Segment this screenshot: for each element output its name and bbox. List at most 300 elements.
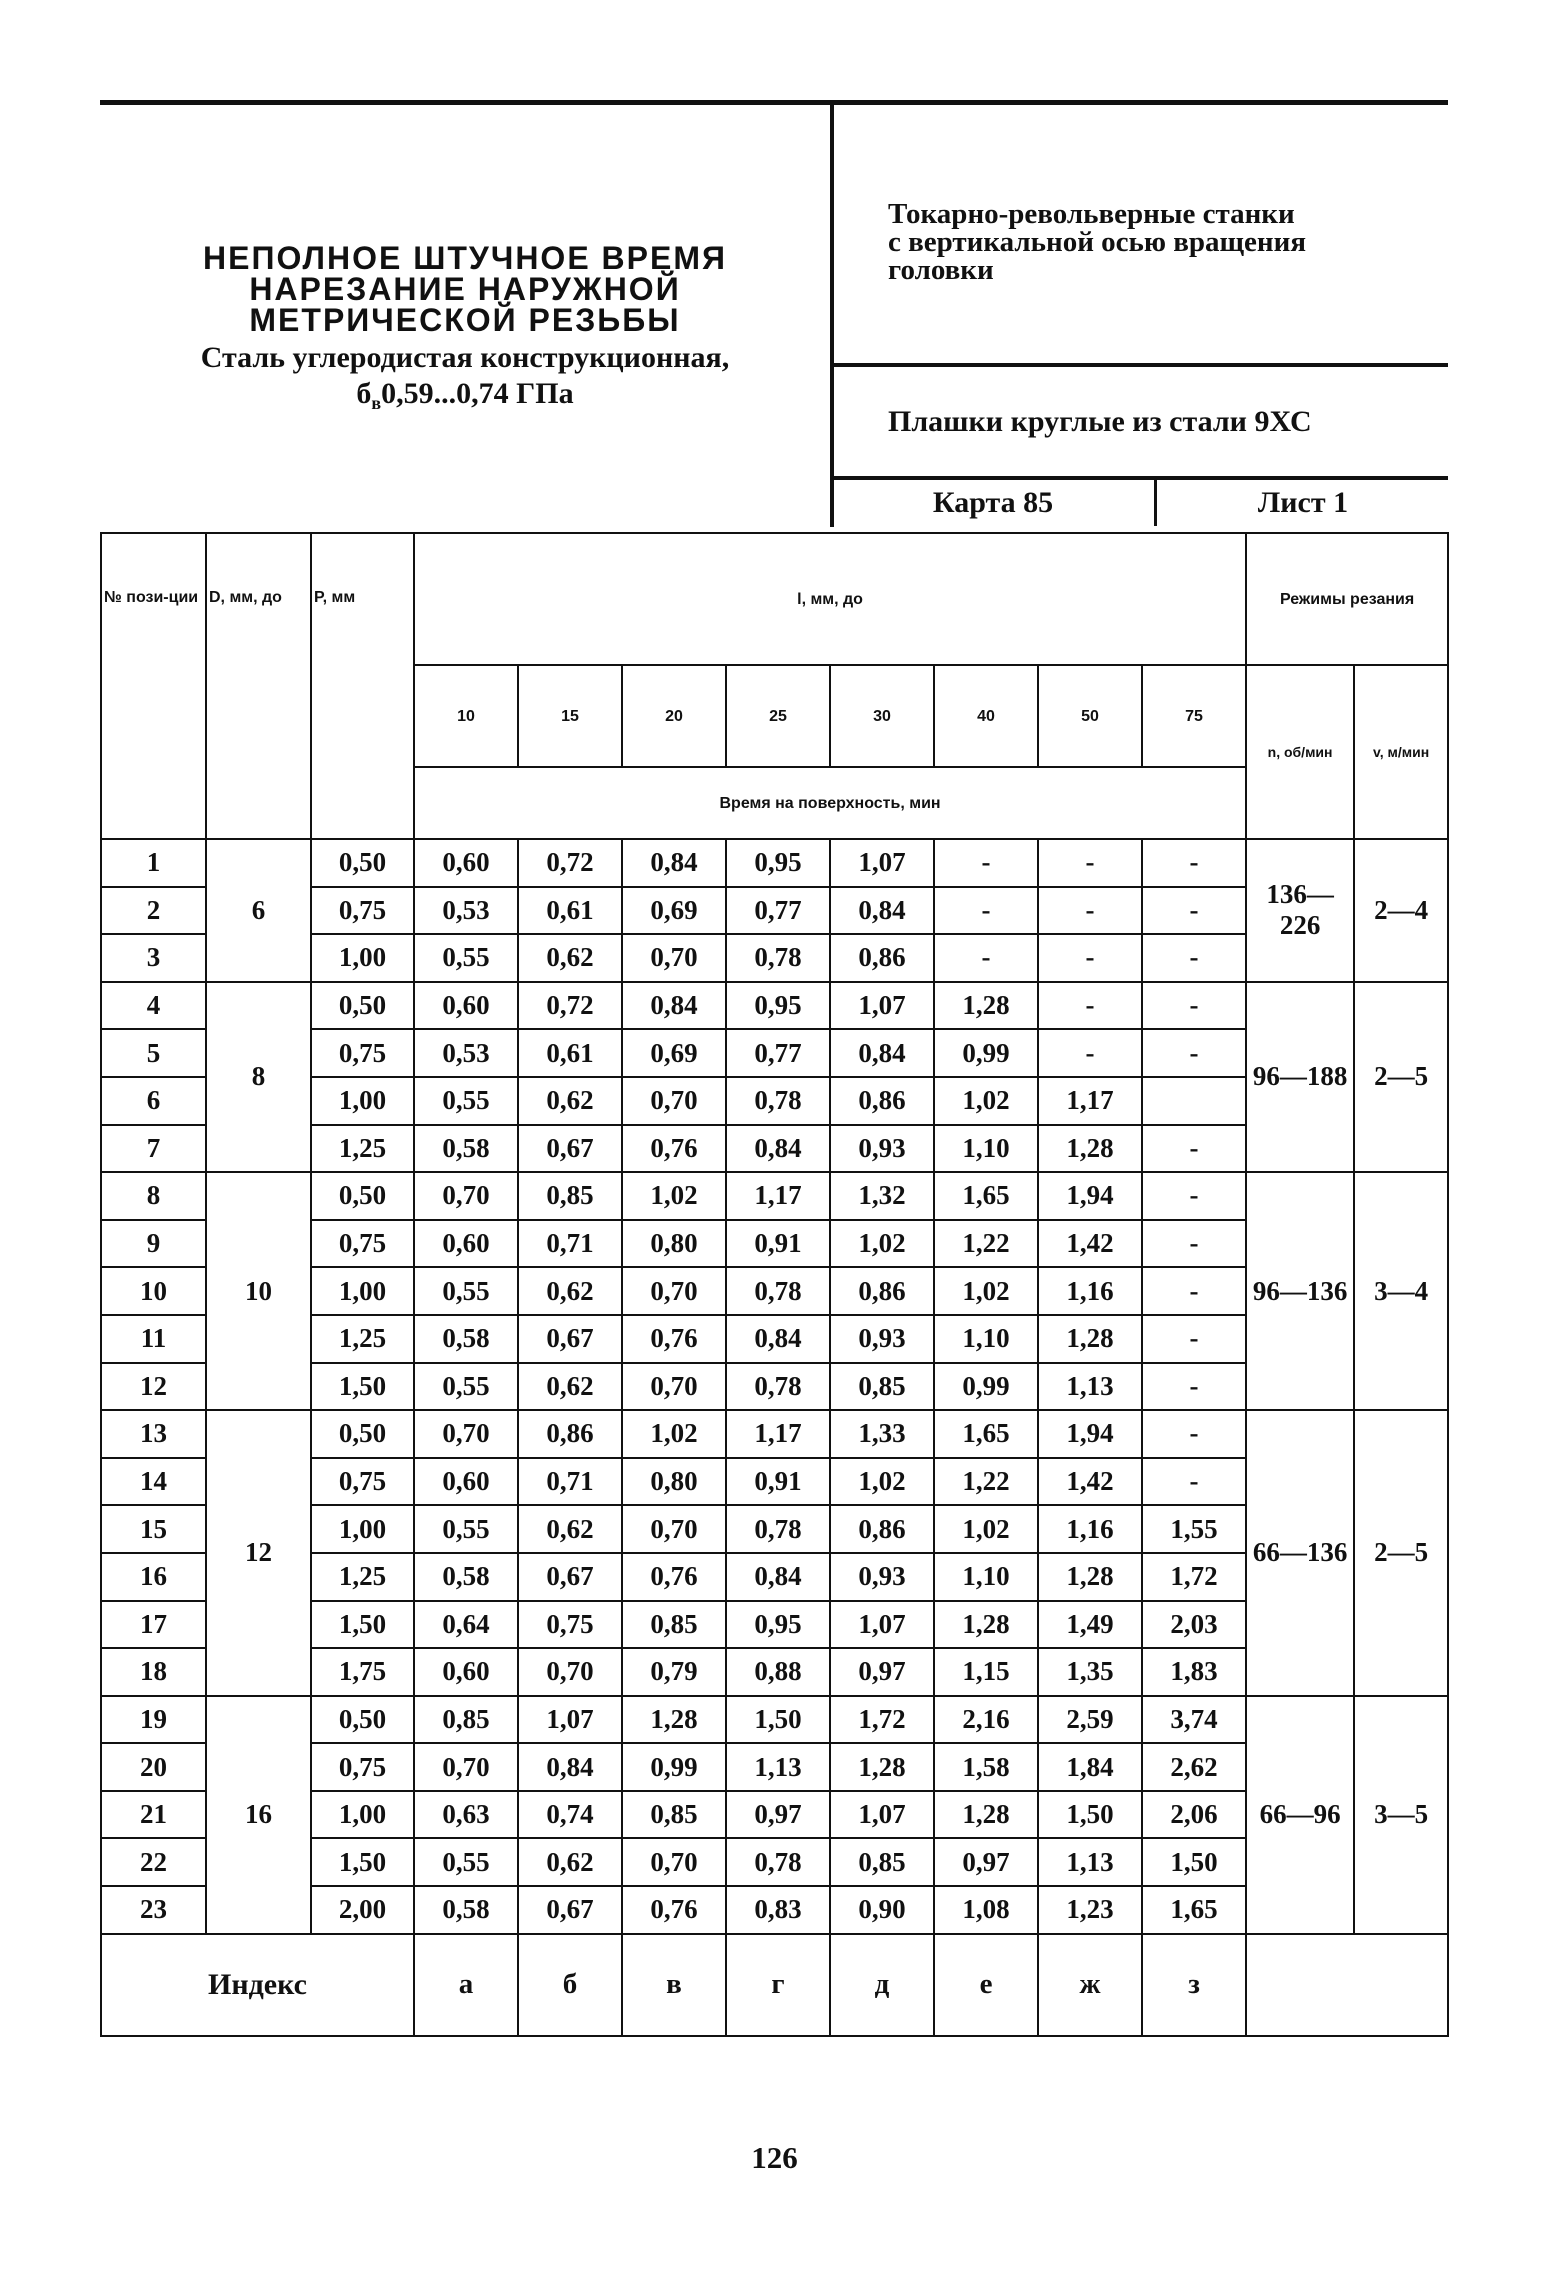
time-cell: 0,64 [414, 1601, 518, 1649]
time-cell: 1,28 [622, 1696, 726, 1744]
time-cell: 1,10 [934, 1315, 1038, 1363]
pitch-cell: 1,50 [311, 1838, 414, 1886]
time-cell: 1,50 [726, 1696, 830, 1744]
pitch-cell: 1,50 [311, 1363, 414, 1411]
index-empty-cell [1246, 1934, 1448, 2036]
speed-v-cell: 3—5 [1354, 1696, 1448, 1934]
time-cell: 0,99 [934, 1029, 1038, 1077]
strength-symbol: б [356, 377, 372, 410]
time-cell: 1,23 [1038, 1886, 1142, 1934]
card-sheet-row [832, 478, 1448, 526]
time-cell: 0,85 [830, 1363, 934, 1411]
time-cell: 0,95 [726, 982, 830, 1030]
pitch-cell: 1,00 [311, 1791, 414, 1839]
time-cell: 1,07 [830, 1601, 934, 1649]
pitch-cell: 1,75 [311, 1648, 414, 1696]
position-cell: 10 [101, 1267, 206, 1315]
time-cell: 0,84 [622, 982, 726, 1030]
time-cell: 0,62 [518, 1267, 622, 1315]
speed-v-header: v, м/мин [1354, 665, 1448, 839]
time-cell: 0,91 [726, 1220, 830, 1268]
time-cell: 0,76 [622, 1553, 726, 1601]
time-cell: 0,97 [726, 1791, 830, 1839]
time-cell: 0,60 [414, 1458, 518, 1506]
speed-n-cell: 66—96 [1246, 1696, 1354, 1934]
time-cell: 0,76 [622, 1315, 726, 1363]
time-cell: 0,84 [726, 1553, 830, 1601]
time-header: Время на поверхность, мин [414, 767, 1246, 839]
diameter-cell: 16 [206, 1696, 311, 1934]
diameter-header: D, мм, до [206, 533, 311, 839]
position-cell: 20 [101, 1743, 206, 1791]
time-cell: 1,58 [934, 1743, 1038, 1791]
pitch-cell: 1,00 [311, 1505, 414, 1553]
time-cell: 1,17 [726, 1172, 830, 1220]
time-cell: 0,99 [622, 1743, 726, 1791]
time-cell: 0,58 [414, 1315, 518, 1363]
time-cell: 0,85 [414, 1696, 518, 1744]
pitch-cell: 0,50 [311, 982, 414, 1030]
time-cell: 1,84 [1038, 1743, 1142, 1791]
material-description [100, 340, 830, 421]
time-cell: 0,84 [726, 1315, 830, 1363]
time-cell: 2,16 [934, 1696, 1038, 1744]
time-cell: 0,74 [518, 1791, 622, 1839]
time-cell: 1,10 [934, 1553, 1038, 1601]
time-cell: 2,06 [1142, 1791, 1246, 1839]
pitch-header: P, мм [311, 533, 414, 839]
time-cell: 0,86 [830, 1505, 934, 1553]
time-cell: 1,55 [1142, 1505, 1246, 1553]
time-cell: - [1142, 1029, 1246, 1077]
time-cell: 0,67 [518, 1886, 622, 1934]
time-cell: 0,67 [518, 1125, 622, 1173]
index-cell: е [934, 1934, 1038, 2036]
time-cell: 0,71 [518, 1220, 622, 1268]
pitch-cell: 0,75 [311, 887, 414, 935]
speed-n-cell: 96—136 [1246, 1172, 1354, 1410]
diameter-cell: 10 [206, 1172, 311, 1410]
speed-n-cell: 136—226 [1246, 839, 1354, 982]
time-cell: 0,76 [622, 1125, 726, 1173]
time-cell: 0,60 [414, 982, 518, 1030]
time-cell: 1,28 [934, 1601, 1038, 1649]
time-cell: - [1142, 1267, 1246, 1315]
time-cell: 1,94 [1038, 1172, 1142, 1220]
time-cell: 0,85 [622, 1601, 726, 1649]
pitch-cell: 1,00 [311, 1267, 414, 1315]
time-cell: - [1038, 934, 1142, 982]
time-cell: 1,02 [830, 1458, 934, 1506]
time-cell: 0,58 [414, 1553, 518, 1601]
time-cell: 0,77 [726, 1029, 830, 1077]
time-cell: 0,97 [934, 1838, 1038, 1886]
time-cell: 0,90 [830, 1886, 934, 1934]
time-cell: 0,60 [414, 839, 518, 887]
length-value: 40 [934, 665, 1038, 767]
time-cell: 0,75 [518, 1601, 622, 1649]
time-cell: 1,83 [1142, 1648, 1246, 1696]
time-cell: 1,32 [830, 1172, 934, 1220]
time-cell: 1,42 [1038, 1220, 1142, 1268]
machine-line: головки [888, 254, 994, 286]
time-cell: 0,62 [518, 1838, 622, 1886]
time-cell: 0,61 [518, 1029, 622, 1077]
index-cell: ж [1038, 1934, 1142, 2036]
pitch-cell: 1,25 [311, 1125, 414, 1173]
time-cell: 1,13 [1038, 1363, 1142, 1411]
time-cell: 0,84 [518, 1743, 622, 1791]
diameter-cell: 6 [206, 839, 311, 982]
length-header: l, мм, до [414, 533, 1246, 665]
pitch-cell: 1,00 [311, 1077, 414, 1125]
time-cell: 0,70 [414, 1743, 518, 1791]
title-line: МЕТРИЧЕСКОЙ РЕЗЬБЫ [249, 302, 681, 338]
index-cell: г [726, 1934, 830, 2036]
time-cell: 0,70 [622, 1505, 726, 1553]
pitch-cell: 0,75 [311, 1220, 414, 1268]
time-cell: 0,70 [622, 934, 726, 982]
time-cell: 1,22 [934, 1458, 1038, 1506]
position-cell: 9 [101, 1220, 206, 1268]
time-cell: 0,99 [934, 1363, 1038, 1411]
time-cell: 0,95 [726, 1601, 830, 1649]
time-cell: 0,70 [414, 1172, 518, 1220]
time-cell: - [1142, 887, 1246, 935]
position-header: № пози-ции [101, 533, 206, 839]
title-line: НЕПОЛНОЕ ШТУЧНОЕ ВРЕМЯ [202, 240, 727, 276]
time-cell: 0,84 [830, 887, 934, 935]
time-cell: 1,94 [1038, 1410, 1142, 1458]
speed-n-header: n, об/мин [1246, 665, 1354, 839]
time-cell: - [1142, 1315, 1246, 1363]
table-row [101, 1696, 1448, 1744]
title-line: НАРЕЗАНИЕ НАРУЖНОЙ [249, 271, 681, 307]
diameter-cell: 8 [206, 982, 311, 1172]
time-cell: 1,28 [830, 1743, 934, 1791]
table-row [101, 1410, 1448, 1458]
position-cell: 17 [101, 1601, 206, 1649]
position-cell: 3 [101, 934, 206, 982]
time-cell: - [1038, 887, 1142, 935]
time-cell: 0,85 [518, 1172, 622, 1220]
machine-line: с вертикальной осью вращения [888, 226, 1307, 258]
pitch-cell: 0,50 [311, 1696, 414, 1744]
length-value: 10 [414, 665, 518, 767]
time-cell: 1,17 [1038, 1077, 1142, 1125]
time-cell: 0,80 [622, 1220, 726, 1268]
position-cell: 15 [101, 1505, 206, 1553]
time-cell: - [1038, 1029, 1142, 1077]
position-cell: 23 [101, 1886, 206, 1934]
pitch-cell: 0,75 [311, 1743, 414, 1791]
time-cell: 1,07 [830, 1791, 934, 1839]
position-cell: 6 [101, 1077, 206, 1125]
time-cell: 0,58 [414, 1125, 518, 1173]
title-block [100, 108, 830, 528]
time-cell: 0,88 [726, 1648, 830, 1696]
time-cell: 0,55 [414, 934, 518, 982]
time-cell: 0,55 [414, 1505, 518, 1553]
time-cell: 1,50 [1142, 1838, 1246, 1886]
time-cell: 1,02 [830, 1220, 934, 1268]
time-cell: 0,61 [518, 887, 622, 935]
position-cell: 13 [101, 1410, 206, 1458]
modes-header: Режимы резания [1246, 533, 1448, 665]
pitch-cell: 1,00 [311, 934, 414, 982]
index-cell: з [1142, 1934, 1246, 2036]
index-cell: б [518, 1934, 622, 2036]
time-cell: 0,97 [830, 1648, 934, 1696]
time-cell: 0,84 [622, 839, 726, 887]
time-cell: 0,53 [414, 1029, 518, 1077]
time-cell: 1,72 [830, 1696, 934, 1744]
time-cell: 2,59 [1038, 1696, 1142, 1744]
diameter-cell: 12 [206, 1410, 311, 1696]
strength-value: 0,59...0,74 ГПа [381, 377, 574, 410]
time-cell: 0,93 [830, 1315, 934, 1363]
table-body [101, 839, 1448, 2036]
norms-table [100, 532, 1449, 2037]
time-cell: 0,93 [830, 1125, 934, 1173]
time-cell: 0,83 [726, 1886, 830, 1934]
time-cell: 0,62 [518, 934, 622, 982]
time-cell: 0,86 [518, 1410, 622, 1458]
time-cell: 0,70 [414, 1410, 518, 1458]
time-cell: 1,16 [1038, 1505, 1142, 1553]
position-cell: 11 [101, 1315, 206, 1363]
time-cell: 0,86 [830, 934, 934, 982]
pitch-cell: 0,50 [311, 1410, 414, 1458]
tool-type: Плашки круглые из стали 9ХС [888, 405, 1312, 438]
time-cell: 0,55 [414, 1267, 518, 1315]
time-cell: - [1038, 982, 1142, 1030]
time-cell: - [934, 839, 1038, 887]
machines-rule [832, 363, 1448, 367]
time-cell: 1,72 [1142, 1553, 1246, 1601]
time-cell: 2,62 [1142, 1743, 1246, 1791]
page-number: 126 [751, 2140, 798, 2175]
pitch-cell: 1,25 [311, 1553, 414, 1601]
time-cell: 0,62 [518, 1505, 622, 1553]
time-cell: 0,91 [726, 1458, 830, 1506]
pitch-cell: 0,50 [311, 839, 414, 887]
time-cell [1142, 1077, 1246, 1125]
time-cell: - [934, 887, 1038, 935]
time-cell: 0,67 [518, 1553, 622, 1601]
position-cell: 4 [101, 982, 206, 1030]
time-cell: 0,63 [414, 1791, 518, 1839]
pitch-cell: 0,75 [311, 1458, 414, 1506]
position-cell: 18 [101, 1648, 206, 1696]
index-cell: д [830, 1934, 934, 2036]
time-cell: 1,07 [830, 839, 934, 887]
pitch-cell: 0,75 [311, 1029, 414, 1077]
position-cell: 14 [101, 1458, 206, 1506]
time-cell: 1,28 [1038, 1553, 1142, 1601]
time-cell: 0,77 [726, 887, 830, 935]
time-cell: 1,07 [518, 1696, 622, 1744]
index-cell: в [622, 1934, 726, 2036]
time-cell: 0,70 [622, 1838, 726, 1886]
time-cell: 1,15 [934, 1648, 1038, 1696]
time-cell: 1,10 [934, 1125, 1038, 1173]
table-row [101, 839, 1448, 887]
position-cell: 16 [101, 1553, 206, 1601]
time-cell: 0,72 [518, 839, 622, 887]
time-cell: 0,55 [414, 1077, 518, 1125]
time-cell: 0,85 [622, 1791, 726, 1839]
time-cell: - [1142, 982, 1246, 1030]
time-cell: 1,49 [1038, 1601, 1142, 1649]
time-cell: 0,78 [726, 1077, 830, 1125]
time-cell: 0,84 [726, 1125, 830, 1173]
time-cell: 1,28 [934, 1791, 1038, 1839]
time-cell: 1,65 [934, 1410, 1038, 1458]
time-cell: 0,78 [726, 1363, 830, 1411]
speed-v-cell: 2—5 [1354, 1410, 1448, 1696]
time-cell: 0,85 [830, 1838, 934, 1886]
machine-line: Токарно-револьверные станки [888, 198, 1295, 230]
time-cell: 0,86 [830, 1077, 934, 1125]
position-cell: 8 [101, 1172, 206, 1220]
time-cell: 0,70 [622, 1363, 726, 1411]
time-cell: 0,71 [518, 1458, 622, 1506]
time-cell: 0,86 [830, 1267, 934, 1315]
time-cell: 1,13 [726, 1743, 830, 1791]
length-value: 50 [1038, 665, 1142, 767]
speed-n-cell: 96—188 [1246, 982, 1354, 1172]
time-cell: 1,65 [934, 1172, 1038, 1220]
time-cell: 0,78 [726, 1505, 830, 1553]
time-cell: - [1142, 1172, 1246, 1220]
time-cell: 0,95 [726, 839, 830, 887]
time-cell: 0,80 [622, 1458, 726, 1506]
speed-v-cell: 2—5 [1354, 982, 1448, 1172]
speed-v-cell: 3—4 [1354, 1172, 1448, 1410]
time-cell: 1,13 [1038, 1838, 1142, 1886]
time-cell: 1,02 [622, 1410, 726, 1458]
time-cell: 0,69 [622, 887, 726, 935]
machine-type [888, 200, 1448, 284]
length-value: 15 [518, 665, 622, 767]
pitch-cell: 2,00 [311, 1886, 414, 1934]
time-cell: 0,79 [622, 1648, 726, 1696]
time-cell: - [1142, 1220, 1246, 1268]
time-cell: 0,60 [414, 1220, 518, 1268]
speed-v-cell: 2—4 [1354, 839, 1448, 982]
position-cell: 1 [101, 839, 206, 887]
position-cell: 19 [101, 1696, 206, 1744]
time-cell: 0,62 [518, 1077, 622, 1125]
time-cell: 1,17 [726, 1410, 830, 1458]
time-cell: 2,03 [1142, 1601, 1246, 1649]
time-cell: 1,07 [830, 982, 934, 1030]
time-cell: 0,70 [518, 1648, 622, 1696]
time-cell: 0,55 [414, 1838, 518, 1886]
time-cell: 1,02 [934, 1505, 1038, 1553]
time-cell: 0,69 [622, 1029, 726, 1077]
time-cell: 1,28 [1038, 1125, 1142, 1173]
time-cell: 0,70 [622, 1267, 726, 1315]
time-cell: 1,28 [934, 982, 1038, 1030]
time-cell: 0,58 [414, 1886, 518, 1934]
pitch-cell: 1,50 [311, 1601, 414, 1649]
position-cell: 21 [101, 1791, 206, 1839]
steel-line: Сталь углеродистая конструкционная, [200, 341, 730, 374]
time-cell: 1,08 [934, 1886, 1038, 1934]
time-cell: 1,50 [1038, 1791, 1142, 1839]
time-cell: - [1142, 934, 1246, 982]
time-cell: - [1142, 1125, 1246, 1173]
time-cell: 0,53 [414, 887, 518, 935]
time-cell: 0,72 [518, 982, 622, 1030]
time-cell: - [1142, 1458, 1246, 1506]
speed-n-cell: 66—136 [1246, 1410, 1354, 1696]
index-cell: а [414, 1934, 518, 2036]
length-value: 75 [1142, 665, 1246, 767]
card-divider [1154, 478, 1157, 526]
time-cell: 0,70 [622, 1077, 726, 1125]
time-cell: 1,33 [830, 1410, 934, 1458]
pitch-cell: 1,25 [311, 1315, 414, 1363]
time-cell: 1,35 [1038, 1648, 1142, 1696]
sheet-number: Лист 1 [1257, 486, 1349, 519]
time-cell: 0,62 [518, 1363, 622, 1411]
time-cell: 0,93 [830, 1553, 934, 1601]
card-number: Карта 85 [932, 486, 1054, 519]
position-cell: 7 [101, 1125, 206, 1173]
time-cell: 1,02 [934, 1267, 1038, 1315]
index-row [101, 1934, 1448, 2036]
time-cell: 1,28 [1038, 1315, 1142, 1363]
position-cell: 5 [101, 1029, 206, 1077]
time-cell: - [1142, 839, 1246, 887]
length-value: 20 [622, 665, 726, 767]
strength-subscript: в [371, 393, 382, 413]
time-cell: 1,02 [934, 1077, 1038, 1125]
time-cell: 0,78 [726, 934, 830, 982]
time-cell: 1,22 [934, 1220, 1038, 1268]
time-cell: 1,65 [1142, 1886, 1246, 1934]
length-value: 30 [830, 665, 934, 767]
time-cell: 0,67 [518, 1315, 622, 1363]
table-row [101, 982, 1448, 1030]
pitch-cell: 0,50 [311, 1172, 414, 1220]
position-cell: 2 [101, 887, 206, 935]
position-cell: 12 [101, 1363, 206, 1411]
time-cell: 1,02 [622, 1172, 726, 1220]
top-rule [100, 100, 1448, 105]
time-cell: 0,55 [414, 1363, 518, 1411]
time-cell: - [1142, 1363, 1246, 1411]
length-value: 25 [726, 665, 830, 767]
time-cell: 3,74 [1142, 1696, 1246, 1744]
time-cell: - [1142, 1410, 1246, 1458]
table-row [101, 1172, 1448, 1220]
strength-line [100, 376, 830, 421]
time-cell: 0,84 [830, 1029, 934, 1077]
position-cell: 22 [101, 1838, 206, 1886]
time-cell: 0,60 [414, 1648, 518, 1696]
header-divider [830, 105, 834, 527]
time-cell: 0,78 [726, 1838, 830, 1886]
time-cell: 0,78 [726, 1267, 830, 1315]
time-cell: 0,76 [622, 1886, 726, 1934]
time-cell: - [1038, 839, 1142, 887]
time-cell: 1,42 [1038, 1458, 1142, 1506]
time-cell: - [934, 934, 1038, 982]
